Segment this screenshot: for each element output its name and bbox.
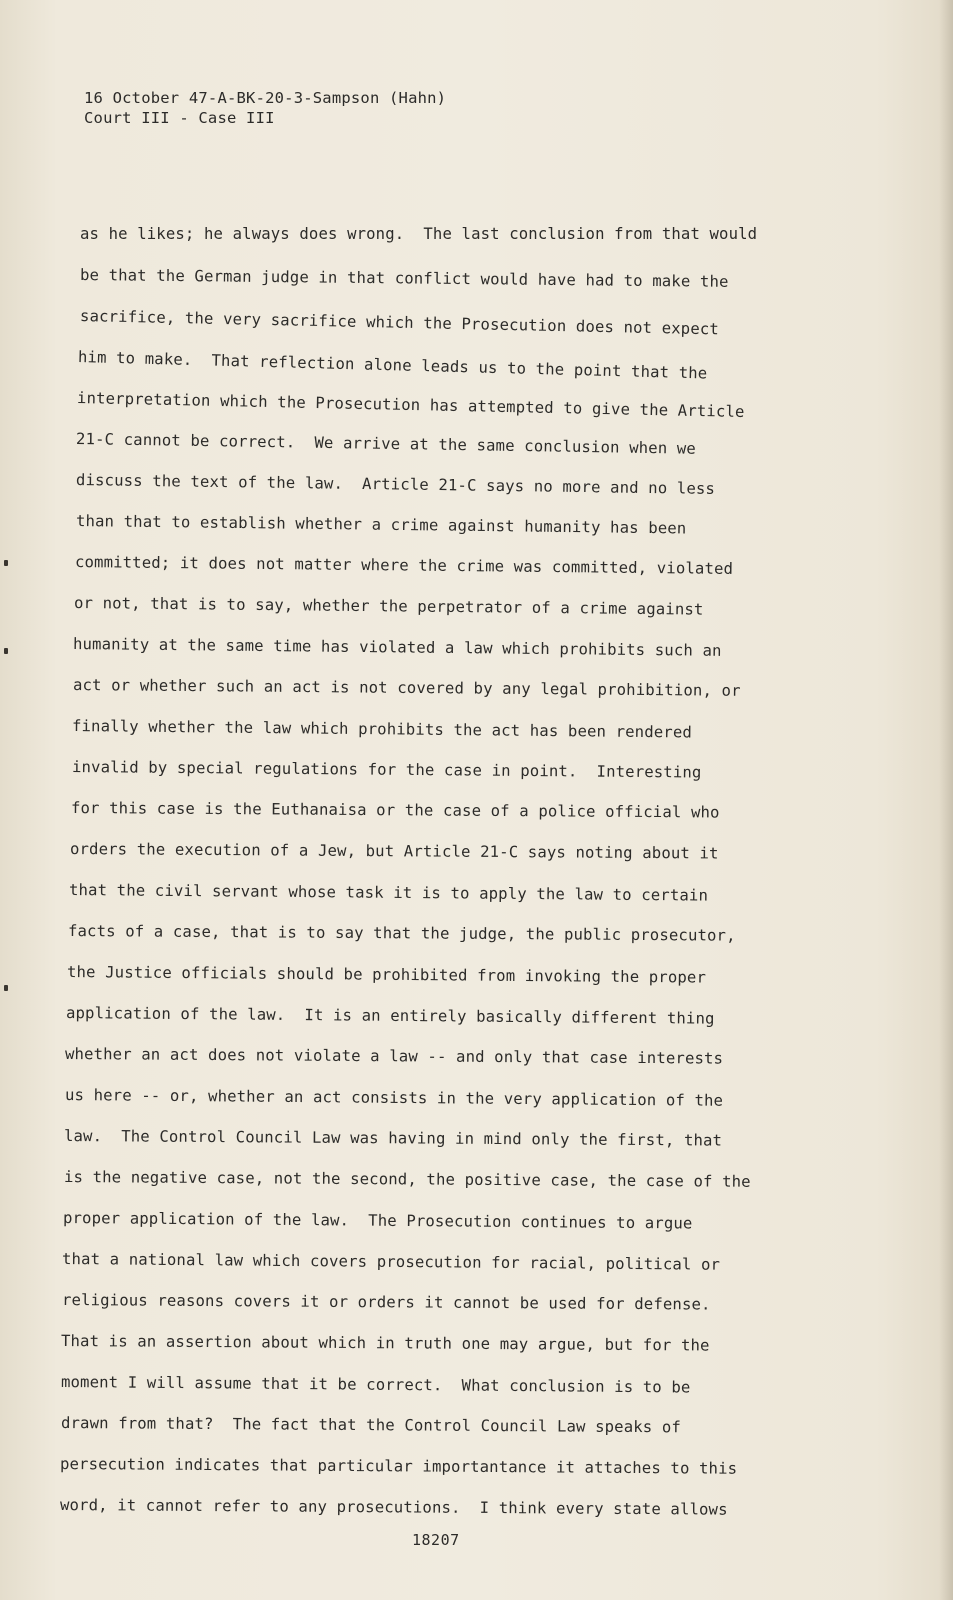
body-line: religious reasons covers it or orders it cannot be used for defense. xyxy=(61,1291,711,1314)
body-line: persecution indicates that particular importantance it attaches to this xyxy=(59,1455,738,1478)
body-line: facts of a case, that is to say that the judge, the public prosecutor, xyxy=(67,922,736,945)
margin-mark xyxy=(4,985,8,991)
margin-mark xyxy=(4,648,8,654)
margin-mark xyxy=(4,560,8,566)
body-line: committed; it does not matter where the crime was committed, violated xyxy=(74,553,734,578)
body-line: discuss the text of the law. Article 21-C says no more and no less xyxy=(75,471,716,498)
body-line: law. The Control Council Law was having in mind only the first, that xyxy=(63,1127,723,1150)
transcript-body xyxy=(59,214,806,1526)
body-line: as he likes; he always does wrong. The last conclusion from that would xyxy=(80,225,758,243)
body-line: humanity at the same time has violated a law which prohibits such an xyxy=(72,635,722,660)
header-court-line: Court III - Case III xyxy=(84,109,275,127)
body-line: That is an assertion about which in truth one may argue, but for the xyxy=(60,1332,710,1355)
body-line: us here -- or, whether an act consists in the very application of the xyxy=(64,1086,724,1110)
body-line: for this case is the Euthanaisa or the case of a police official who xyxy=(70,799,720,822)
header-reference-line: 16 October 47-A-BK-20-3-Sampson (Hahn) xyxy=(84,89,447,107)
document-header xyxy=(84,88,446,128)
body-line: drawn from that? The fact that the Control Council Law speaks of xyxy=(60,1414,682,1437)
body-line: interpretation which the Prosecution has attempted to give the Article xyxy=(76,389,745,421)
body-line: sacrifice, the very sacrifice which the Prosecution does not expect xyxy=(79,307,720,339)
body-line: that a national law which covers prosecution for racial, political or xyxy=(61,1250,721,1274)
body-line: finally whether the law which prohibits the act has been rendered xyxy=(71,717,693,742)
body-line: invalid by special regulations for the case in point. Interesting xyxy=(71,758,702,782)
body-line: moment I will assume that it be correct. What conclusion is to be xyxy=(60,1373,691,1397)
body-line: be that the German judge in that conflict would have had to make the xyxy=(79,266,729,291)
body-line: than that to establish whether a crime against humanity has been xyxy=(75,512,687,538)
body-line: application of the law. It is an entirely basically different thing xyxy=(65,1004,715,1028)
body-line: or not, that is to say, whether the perpetrator of a crime against xyxy=(73,594,704,619)
body-line: word, it cannot refer to any prosecutions. I think every state allows xyxy=(59,1496,728,1519)
body-line: act or whether such an act is not covered by any legal prohibition, or xyxy=(72,676,741,700)
body-line: is the negative case, not the second, the positive case, the case of the xyxy=(63,1168,751,1191)
body-line: him to make. That reflection alone leads us to the point that the xyxy=(77,348,708,383)
body-line: proper application of the law. The Prosecution continues to argue xyxy=(62,1209,693,1233)
body-line: that the civil servant whose task it is to apply the law to certain xyxy=(68,881,709,905)
body-line: the Justice officials should be prohibited from invoking the proper xyxy=(66,963,707,987)
body-line: whether an act does not violate a law -- and only that case interests xyxy=(64,1045,724,1068)
body-line: orders the execution of a Jew, but Article 21-C says noting about it xyxy=(69,840,719,863)
page-number: 18207 xyxy=(412,1531,460,1549)
body-line: 21-C cannot be correct. We arrive at the same conclusion when we xyxy=(75,430,697,458)
page-edge-shadow xyxy=(939,0,953,1600)
